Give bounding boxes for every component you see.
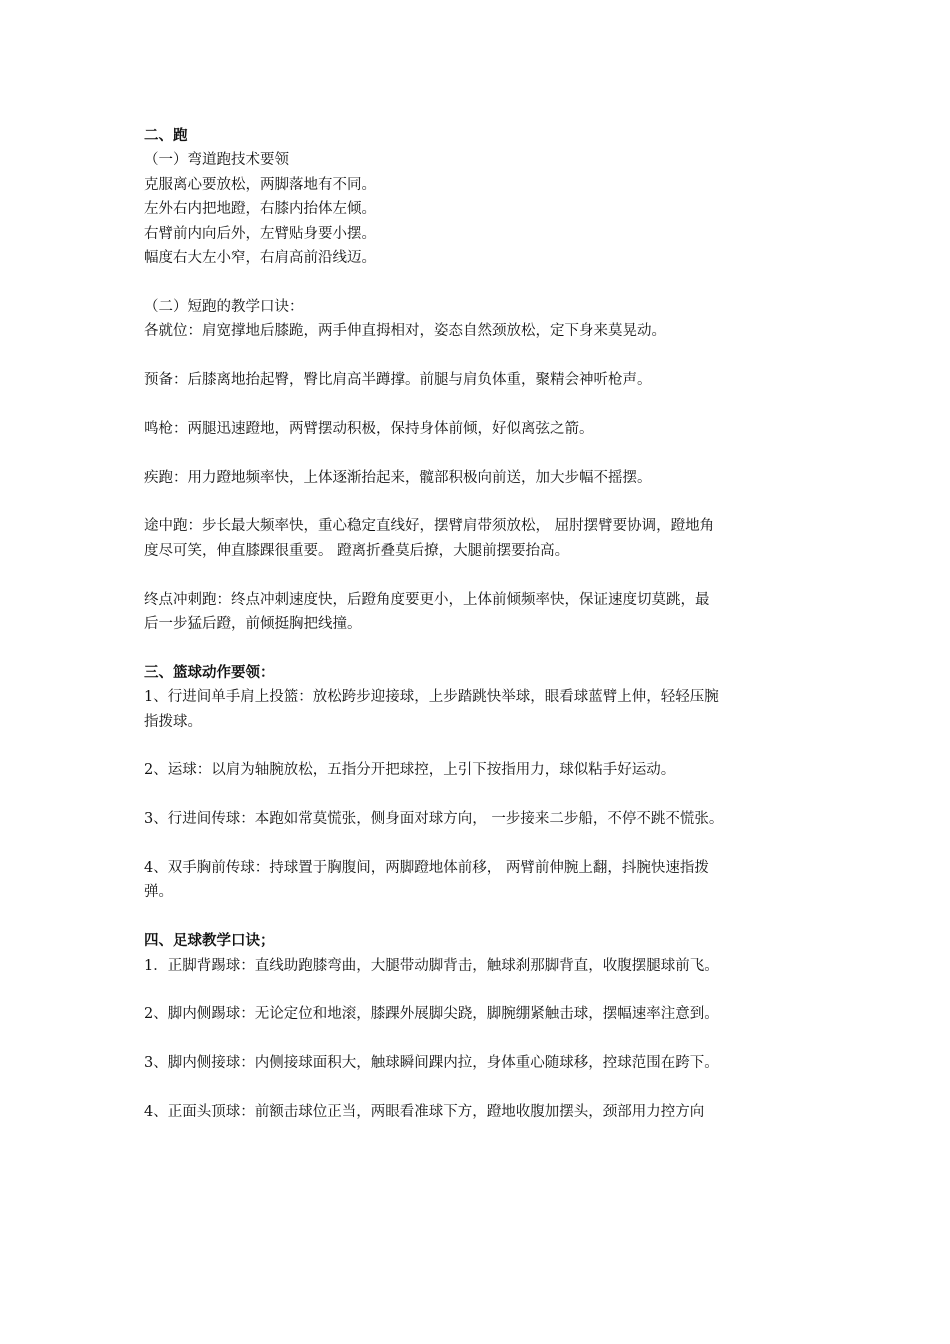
blank-line <box>144 344 814 368</box>
sprint-item-set <box>144 368 814 392</box>
blank-line <box>144 490 814 514</box>
curve-line: 左外右内把地蹬，右膝内抬体左倾。 <box>144 201 376 218</box>
blank-line <box>144 978 814 1002</box>
section-heading-basketball: 三、篮球动作要领： <box>144 663 275 681</box>
sprint-item-midway <box>144 514 814 563</box>
section-heading-football: 四、足球教学口诀； <box>144 932 275 950</box>
basketball-item-chest-pass <box>144 856 814 905</box>
basketball-item-layup <box>144 685 814 734</box>
blank-line <box>144 734 814 758</box>
text-line: 3、行进间传球：本跑如常莫慌张，侧身面对球方向， 一步接来二步船，不停不跳不慌张。 <box>144 811 724 828</box>
section-basketball <box>144 661 814 929</box>
text-line: 鸣枪：两腿迅速蹬地，两臂摆动积极，保持身体前倾，好似离弦之箭。 <box>144 420 594 437</box>
football-item-instep-kick <box>144 954 814 978</box>
subsection-title-curve: （一）弯道跑技术要领 <box>144 152 289 169</box>
blank-line <box>144 832 814 856</box>
section-heading-running: 二、跑 <box>144 127 188 144</box>
curve-line: 幅度右大左小窄，右肩高前沿线迈。 <box>144 250 376 267</box>
subsection-title-sprint: （二）短跑的教学口诀： <box>144 298 304 315</box>
blank-line <box>144 636 814 660</box>
section-running <box>144 124 814 661</box>
blank-line <box>144 1027 814 1051</box>
text-line: 指拨球。 <box>144 713 202 730</box>
football-item-inside-kick <box>144 1002 814 1026</box>
text-line: 2、运球：以肩为轴腕放松，五指分开把球控，上引下按指用力，球似粘手好运动。 <box>144 762 676 779</box>
sprint-item-finish <box>144 588 814 637</box>
curve-line: 克服离心要放松，两脚落地有不同。 <box>144 176 376 193</box>
football-item-inside-receive <box>144 1051 814 1075</box>
blank-line <box>144 1076 814 1100</box>
blank-line <box>144 270 814 294</box>
text-line: 途中跑：步长最大频率快，重心稳定直线好，摆臂肩带须放松， 屈肘摆臂要协调，蹬地角 <box>144 518 715 535</box>
text-line: 后一步猛后蹬，前倾挺胸把线撞。 <box>144 616 362 633</box>
sprint-item-ready <box>144 319 814 343</box>
text-line: 4、正面头顶球：前额击球位正当，两眼看准球下方，蹬地收腹加摆头，颈部用力控方向 <box>144 1104 705 1121</box>
sprint-item-dash <box>144 466 814 490</box>
text-line: 度尽可笑，伸直膝踝很重要。 蹬离折叠莫后撩，大腿前摆要抬高。 <box>144 542 570 559</box>
text-line: 疾跑：用力蹬地频率快，上体逐渐抬起来，髋部积极向前送，加大步幅不摇摆。 <box>144 469 652 486</box>
text-line: 1、行进间单手肩上投篮：放松跨步迎接球，上步踏跳快举球，眼看球蓝臂上伸，轻轻压腕 <box>144 689 719 706</box>
blank-line <box>144 563 814 587</box>
blank-line <box>144 783 814 807</box>
basketball-item-moving-pass <box>144 807 814 831</box>
text-line: 弹。 <box>144 884 173 901</box>
text-line: 预备：后膝离地抬起臀，臀比肩高半蹲撑。前腿与肩负体重，聚精会神听枪声。 <box>144 372 652 389</box>
blank-line <box>144 392 814 416</box>
curve-line: 右臂前内向后外，左臂贴身要小摆。 <box>144 225 376 242</box>
blank-line <box>144 905 814 929</box>
document-page <box>144 124 814 1124</box>
basketball-item-dribble <box>144 758 814 782</box>
blank-line <box>144 441 814 465</box>
text-line: 4、双手胸前传球：持球置于胸腹间，两脚蹬地体前移， 两臂前伸腕上翻，抖腕快速指拨 <box>144 860 709 877</box>
sprint-item-gun <box>144 417 814 441</box>
text-line: 各就位：肩宽撑地后膝跪，两手伸直拇相对，姿态自然颈放松，定下身来莫晃动。 <box>144 323 666 340</box>
football-item-header <box>144 1100 814 1124</box>
text-line: 1．正脚背踢球：直线助跑膝弯曲，大腿带动脚背击，触球刹那脚背直，收腹摆腿球前飞。 <box>144 957 719 974</box>
text-line: 终点冲刺跑：终点冲刺速度快，后蹬角度要更小，上体前倾频率快，保证速度切莫跳，最 <box>144 591 710 608</box>
text-line: 3、脚内侧接球：内侧接球面积大，触球瞬间踝内拉，身体重心随球移，控球范围在跨下。 <box>144 1055 719 1072</box>
section-football <box>144 929 814 1124</box>
text-line: 2、脚内侧踢球：无论定位和地滚，膝踝外展脚尖跷，脚腕绷紧触击球，摆幅速率注意到。 <box>144 1006 719 1023</box>
